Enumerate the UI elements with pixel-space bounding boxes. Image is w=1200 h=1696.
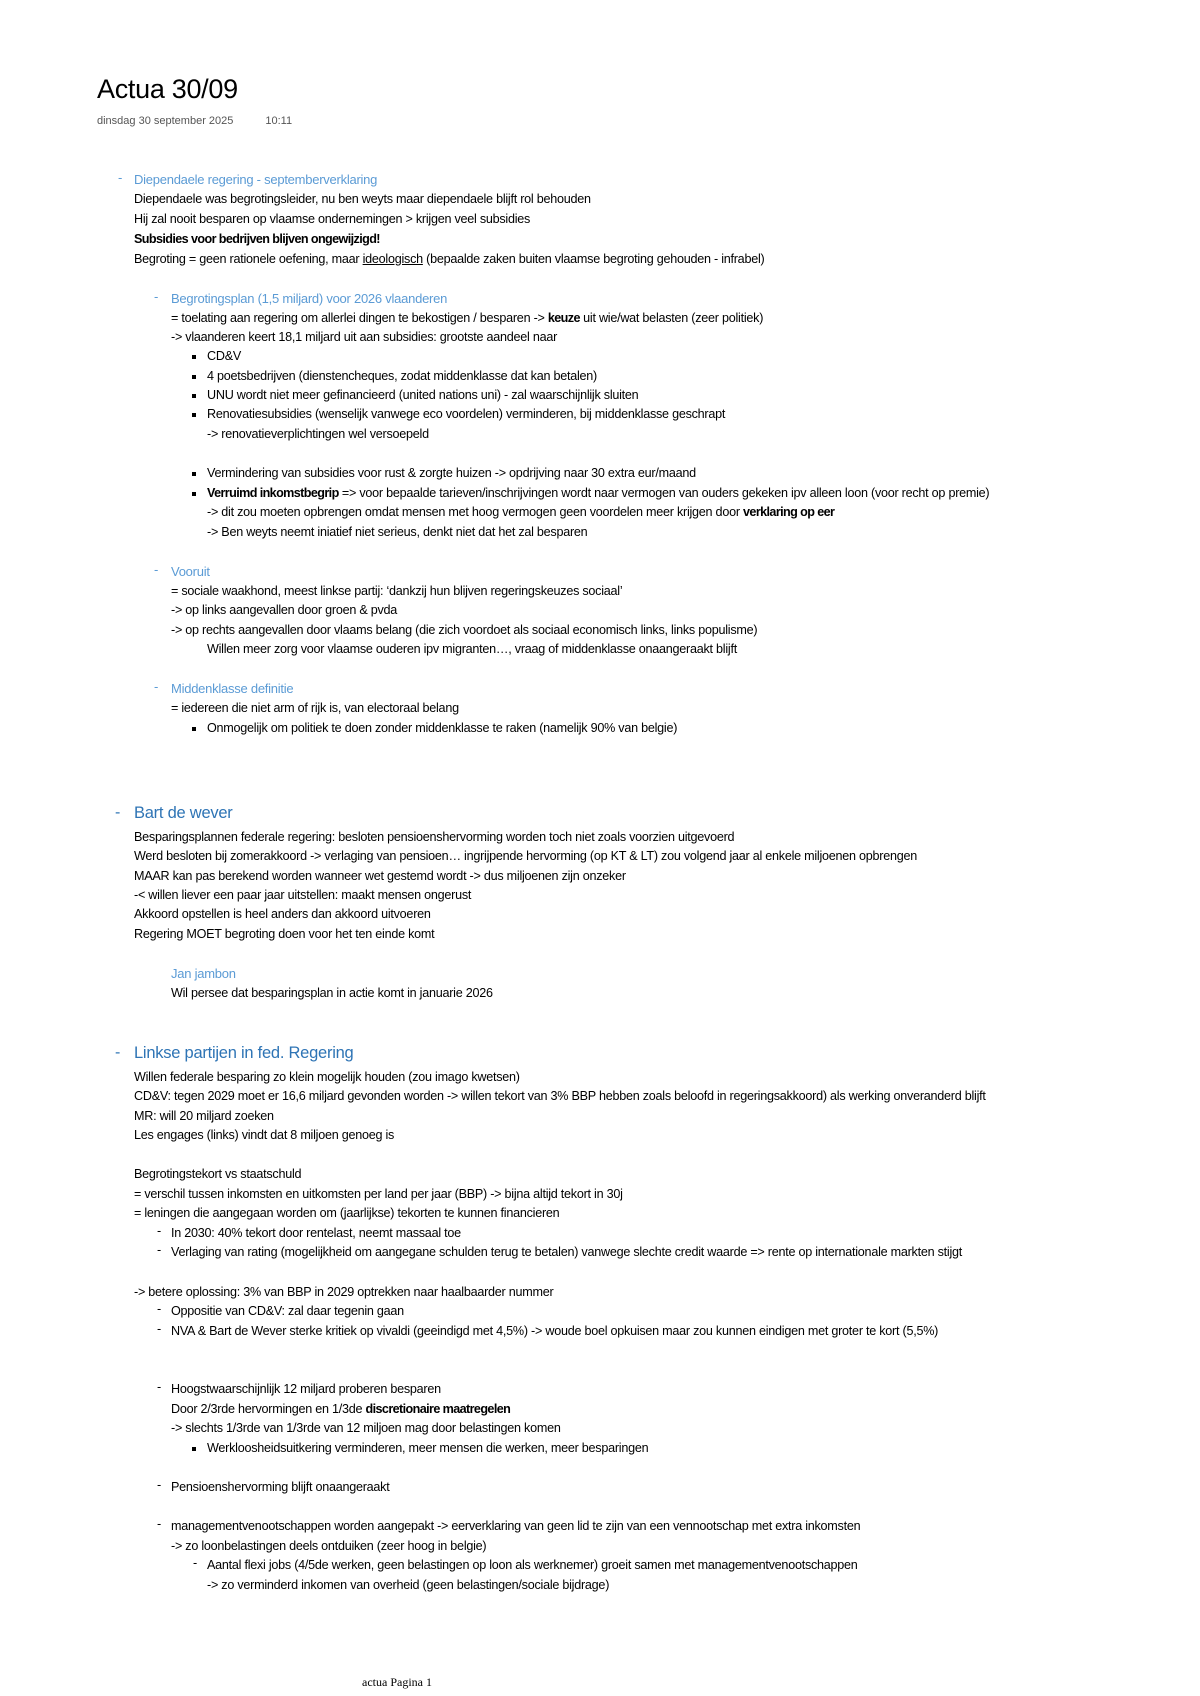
bullet-marker xyxy=(192,1447,196,1451)
bullet-marker xyxy=(192,375,196,379)
text-line: = toelating aan regering om allerlei dingen te bekostigen / besparen -> keuze uit wie/wat belasten (zeer politiek) xyxy=(171,311,764,325)
text-line: Akkoord opstellen is heel anders dan akkoord uitvoeren xyxy=(134,907,431,921)
section-heading: Begrotingsplan (1,5 miljard) voor 2026 vlaanderen xyxy=(171,291,448,306)
bullet-marker xyxy=(192,413,196,417)
page-meta xyxy=(97,115,292,127)
text-line: Willen federale besparing zo klein mogelijk houden (zou imago kwetsen) xyxy=(134,1070,520,1084)
bold-text: keuze xyxy=(547,311,580,325)
bold-text: Subsidies voor bedrijven blijven ongewijzigd! xyxy=(134,232,380,246)
text-line: -> op links aangevallen door groen & pvda xyxy=(171,603,398,617)
list-item: Pensioenshervorming blijft onaangeraakt xyxy=(171,1480,390,1494)
page-date: dinsdag 30 september 2025 xyxy=(97,115,234,127)
text-line: Diependaele was begrotingsleider, nu ben weyts maar diependaele blijft rol behouden xyxy=(134,192,591,206)
bold-text: verklaring op eer xyxy=(743,505,835,519)
dash-marker: - xyxy=(115,804,121,821)
list-item: Renovatiesubsidies (wenselijk vanwege eco voordelen) verminderen, bij middenklasse geschrapt xyxy=(207,407,726,421)
section-heading: Linkse partijen in fed. Regering xyxy=(134,1044,354,1062)
bullet-marker xyxy=(192,727,196,731)
list-item: Werkloosheidsuitkering verminderen, meer mensen die werken, meer besparingen xyxy=(207,1441,649,1455)
text-line: Werd besloten bij zomerakkoord -> verlaging van pensioen… ingrijpende hervorming (op KT & LT) zou volgend jaar al enkele miljoenen opbrengen xyxy=(134,849,918,863)
dash-marker: - xyxy=(157,1517,162,1531)
text-line: Wil persee dat besparingsplan in actie komt in januarie 2026 xyxy=(171,986,493,1000)
text-line: -> vlaanderen keert 18,1 miljard uit aan subsidies: grootste aandeel naar xyxy=(171,330,558,344)
list-item: Hoogstwaarschijnlijk 12 miljard proberen besparen xyxy=(171,1382,441,1396)
text-line: MR: will 20 miljard zoeken xyxy=(134,1109,274,1123)
list-item: Oppositie van CD&V: zal daar tegenin gaan xyxy=(171,1304,404,1318)
text-line: Begroting = geen rationele oefening, maar ideologisch (bepaalde zaken buiten vlaamse begroting gehouden - infrabel) xyxy=(134,252,765,266)
dash-marker: - xyxy=(157,1243,162,1257)
underlined-text: ideologisch xyxy=(362,252,423,266)
page-time: 10:11 xyxy=(265,115,293,127)
dash-marker: - xyxy=(118,170,123,185)
bold-text: discretionaire maatregelen xyxy=(365,1402,511,1416)
dash-marker: - xyxy=(157,1380,162,1394)
dash-marker: - xyxy=(154,679,159,694)
list-item: NVA & Bart de Wever sterke kritiek op vivaldi (geeindigd met 4,5%) -> woude boel opkuisen maar zou kunnen eindigen met groter te kort (5,5%) xyxy=(171,1324,939,1338)
bullet-marker xyxy=(192,355,196,359)
dash-marker: - xyxy=(157,1224,162,1238)
subsection-heading: Jan jambon xyxy=(171,966,236,981)
section-heading: Bart de wever xyxy=(134,804,233,822)
list-item: managementvenootschappen worden aangepakt -> eerverklaring van geen lid te zijn van een vennootschap met extra inkomsten xyxy=(171,1519,861,1533)
list-item: CD&V xyxy=(207,349,241,363)
text-line: Les engages (links) vindt dat 8 miljoen genoeg is xyxy=(134,1128,395,1142)
text-line: = iedereen die niet arm of rijk is, van electoraal belang xyxy=(171,701,459,715)
text-line-bold xyxy=(134,230,380,249)
text-line: -> betere oplossing: 3% van BBP in 2029 optrekken naar haalbaarder nummer xyxy=(134,1285,554,1299)
bullet-marker xyxy=(192,394,196,398)
list-item: Verruimd inkomstbegrip => voor bepaalde tarieven/inschrijvingen wordt naar vermogen van ouders gekeken ipv alleen loon (voor recht op premie) xyxy=(207,486,990,500)
list-item-sub: -> Ben weyts neemt iniatief niet serieus, denkt niet dat het zal besparen xyxy=(207,525,588,539)
list-item: Verlaging van rating (mogelijkheid om aangegane schulden terug te betalen) vanwege slechte credit waarde => rente op internationale markten stijgt xyxy=(171,1245,963,1259)
list-item-sub: -> slechts 1/3rde van 1/3rde van 12 miljoen mag door belastingen komen xyxy=(171,1421,561,1435)
dash-marker: - xyxy=(157,1302,162,1316)
text-line: -> op rechts aangevallen door vlaams belang (die zich voordoet als sociaal economisch links, links populisme) xyxy=(171,623,758,637)
text-line: Besparingsplannen federale regering: besloten pensioenshervorming worden toch niet zoals voorzien uitgevoerd xyxy=(134,830,735,844)
list-item-sub: Door 2/3rde hervormingen en 1/3de discretionaire maatregelen xyxy=(171,1402,511,1416)
text-line: -< willen liever een paar jaar uitstellen: maakt mensen ongerust xyxy=(134,888,472,902)
dash-marker: - xyxy=(115,1044,121,1061)
list-item-sub: -> zo loonbelastingen deels ontduiken (zeer hoog in belgie) xyxy=(171,1539,487,1553)
dash-marker: - xyxy=(154,562,159,577)
section-heading: Vooruit xyxy=(171,564,210,579)
text-line: Hij zal nooit besparen op vlaamse ondernemingen > krijgen veel subsidies xyxy=(134,212,531,226)
bullet-marker xyxy=(192,492,196,496)
list-item-sub: -> renovatieverplichtingen wel versoepeld xyxy=(207,427,429,441)
list-item-sub: -> dit zou moeten opbrengen omdat mensen met hoog vermogen geen voordelen meer krijgen door verklaring op eer xyxy=(207,505,835,519)
text-line: = leningen die aangegaan worden om (jaarlijkse) tekorten te kunnen financieren xyxy=(134,1206,560,1220)
page-title: Actua 30/09 xyxy=(97,74,238,104)
list-item: 4 poetsbedrijven (dienstencheques, zodat middenklasse dat kan betalen) xyxy=(207,369,597,383)
page-footer: actua Pagina 1 xyxy=(362,1675,432,1689)
dash-marker: - xyxy=(157,1478,162,1492)
dash-marker: - xyxy=(193,1556,198,1570)
bullet-marker xyxy=(192,472,196,476)
section-heading: Middenklasse definitie xyxy=(171,681,294,696)
text-line: Willen meer zorg voor vlaamse ouderen ipv migranten…, vraag of middenklasse onaangeraakt blijft xyxy=(207,642,737,656)
text-line: Begrotingstekort vs staatschuld xyxy=(134,1167,302,1181)
dash-marker: - xyxy=(157,1322,162,1336)
list-item: Aantal flexi jobs (4/5de werken, geen belastingen op loon als werknemer) groeit samen met managementvenootschappen xyxy=(207,1558,858,1572)
list-item: UNU wordt niet meer gefinancieerd (united nations uni) - zal waarschijnlijk sluiten xyxy=(207,388,639,402)
text-line: MAAR kan pas berekend worden wanneer wet gestemd wordt -> dus miljoenen zijn onzeker xyxy=(134,869,626,883)
list-item: Onmogelijk om politiek te doen zonder middenklasse te raken (namelijk 90% van belgie) xyxy=(207,721,678,735)
text-line: = verschil tussen inkomsten en uitkomsten per land per jaar (BBP) -> bijna altijd tekort in 30j xyxy=(134,1187,623,1201)
section-heading: Diependaele regering - septemberverklaring xyxy=(134,172,378,187)
bold-text: Verruimd inkomstbegrip xyxy=(207,486,339,500)
text-line: CD&V: tegen 2029 moet er 16,6 miljard gevonden worden -> willen tekort van 3% BBP hebben zoals beloofd in regeringsakkoord) als werking onveranderd blijft xyxy=(134,1089,986,1103)
list-item-sub: -> zo verminderd inkomen van overheid (geen belastingen/sociale bijdrage) xyxy=(207,1578,610,1592)
list-item: In 2030: 40% tekort door rentelast, neemt massaal toe xyxy=(171,1226,461,1240)
list-item: Vermindering van subsidies voor rust & zorgte huizen -> opdrijving naar 30 extra eur/maand xyxy=(207,466,696,480)
dash-marker: - xyxy=(154,289,159,304)
text-line: = sociale waakhond, meest linkse partij: ‘dankzij hun blijven regeringskeuzes sociaal’ xyxy=(171,584,623,598)
text-line: Regering MOET begroting doen voor het ten einde komt xyxy=(134,927,435,941)
